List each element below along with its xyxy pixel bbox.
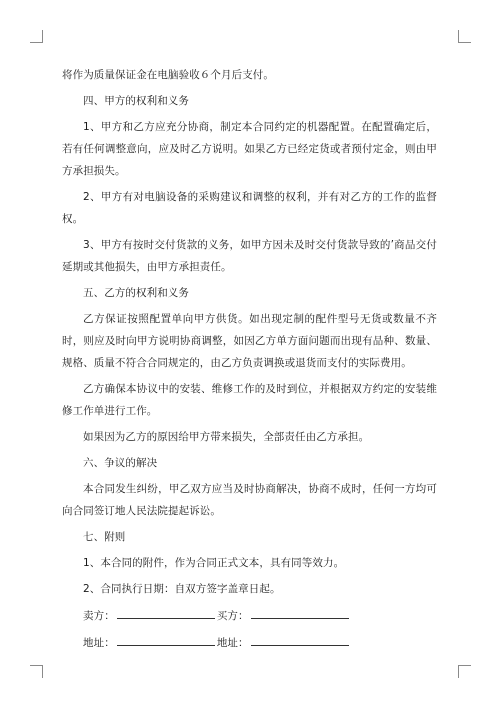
document-body — [62, 64, 437, 654]
seller-address-line — [117, 631, 215, 646]
signature-row-addresses — [62, 631, 437, 654]
clause-4-1: 1、甲方和乙方应充分协商，制定本合同约定的机器配置。在配置确定后，若有任何调整意向，应及时乙方说明。如果乙方已经定货或者预付定金，则由甲方承担损失。 — [62, 121, 437, 177]
section-heading-7: 七、附则 — [83, 531, 126, 543]
seller-address-label: 地址： — [83, 637, 115, 649]
crop-mark-top-left — [30, 30, 43, 43]
clause-7-1: 1、本合同的附件，作为合同正式文本，具有同等效力。 — [83, 557, 345, 569]
clause-5-3: 如果因为乙方的原因给甲方带来损失，全部责任由乙方承担。 — [83, 431, 370, 443]
crop-mark-bottom-left — [30, 665, 43, 678]
seller-label: 卖方： — [83, 610, 115, 622]
buyer-label: 买方： — [216, 610, 249, 622]
buyer-address-label: 地址： — [216, 637, 249, 649]
clause-4-3: 3、甲方有按时交付货款的义务，如甲方因未及时交付货款导致的’商品交付延期或其他损失，由甲方承担责任。 — [62, 239, 437, 273]
crop-mark-bottom-right — [458, 665, 471, 678]
clause-6-1: 本合同发生纠纷，甲乙双方应当及时协商解决，协商不成时，任何一方均可向合同签订地人民法院提起诉讼。 — [62, 483, 437, 517]
clause-5-2: 乙方确保本协议中的安装、维修工作的及时到位，并根据双方约定的安装维修工作单进行工作。 — [62, 383, 437, 417]
seller-signature-line — [117, 604, 215, 619]
clause-4-2: 2、甲方有对电脑设备的采购建议和调整的权利，并有对乙方的工作的监督权。 — [62, 191, 437, 225]
clause-5-1: 乙方保证按照配置单向甲方供货。如出现定制的配件型号无货或数量不齐时，则应及时向甲方说明协商调整，如因乙方单方面问题而出现有品种、数量、规格、质量不符合合同规定的，由乙方负责调换或退货而支付的实际费用。 — [62, 313, 437, 369]
section-heading-6: 六、争议的解决 — [83, 457, 158, 469]
section-heading-5: 五、乙方的权利和义务 — [83, 287, 189, 299]
buyer-address-line — [251, 631, 349, 646]
signature-row-parties — [62, 604, 437, 627]
section-heading-4: 四、甲方的权利和义务 — [83, 95, 189, 107]
buyer-signature-line — [251, 604, 349, 619]
clause-7-2: 2、合同执行日期：自双方签字盖章日起。 — [83, 583, 281, 595]
crop-mark-top-right — [458, 30, 471, 43]
intro-line: 将作为质量保证金在电脑验收６个月后支付。 — [62, 69, 274, 81]
